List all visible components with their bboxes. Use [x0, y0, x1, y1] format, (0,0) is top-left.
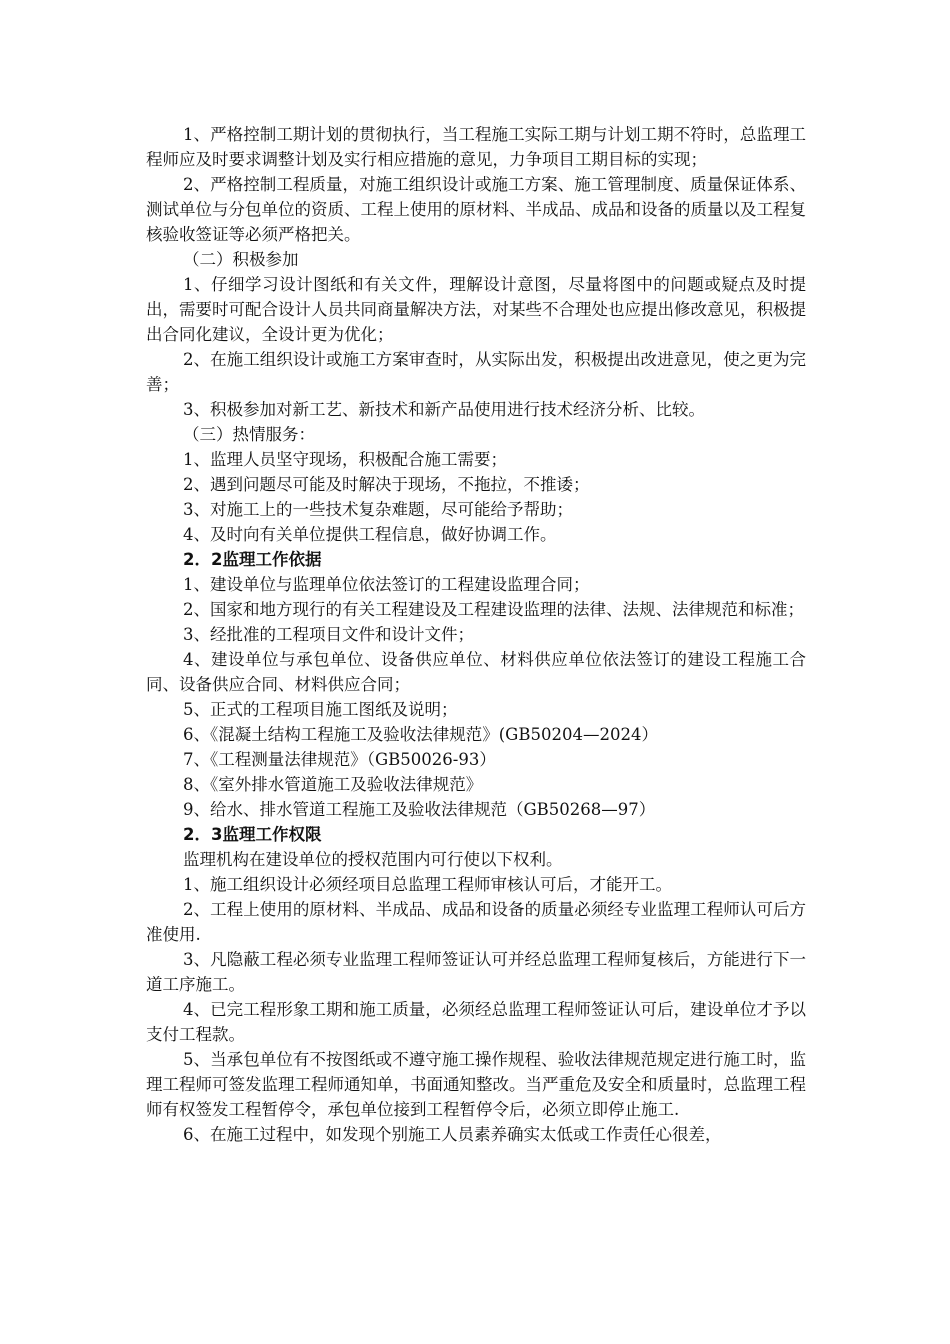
paragraph-authority-concealed-works: 3、凡隐蔽工程必须专业监理工程师签证认可并经总监理工程师复核后，方能进行下一道工序施工。: [146, 950, 806, 994]
paragraph-basis-drawings: 5、正式的工程项目施工图纸及说明；: [183, 700, 458, 719]
subheading-active-participation: （二）积极参加: [183, 250, 299, 269]
paragraph-basis-survey-code: 7、《工程测量法律规范》（GB50026-93）: [183, 750, 496, 769]
paragraph-stay-on-site: 1、监理人员坚守现场，积极配合施工需要；: [183, 450, 507, 469]
paragraph-basis-pipeline-code: 9、给水、排水管道工程施工及验收法律规范（GB50268—97）: [183, 800, 656, 819]
paragraph-new-technology: 3、积极参加对新工艺、新技术和新产品使用进行技术经济分析、比较。: [183, 400, 705, 419]
document-body: [146, 122, 806, 1147]
paragraph-solve-problems: 2、遇到问题尽可能及时解决于现场，不拖拉，不推诿；: [183, 475, 590, 494]
section-heading-authority: 2．3监理工作权限: [183, 825, 322, 844]
paragraph-authority-stop-work: 5、当承包单位有不按图纸或不遵守施工操作规程、验收法律规范规定进行施工时，监理工程师可签发监理工程师通知单，书面通知整改。当严重危及安全和质量时，总监理工程师有权签发工程暂停令，承包单位接到工程暂停令后，必须立即停止施工.: [146, 1050, 806, 1119]
paragraph-authority-materials: 2、工程上使用的原材料、半成品、成品和设备的质量必须经专业监理工程师认可后方准使用.: [146, 900, 806, 944]
paragraph-technical-help: 3、对施工上的一些技术复杂难题，尽可能给予帮助；: [183, 500, 573, 519]
paragraph-basis-concrete-code: 6、《混凝土结构工程施工及验收法律规范》(GB50204—2024）: [183, 725, 658, 744]
subheading-warm-service: （三）热情服务：: [183, 425, 315, 444]
paragraph-basis-laws: 2、国家和地方现行的有关工程建设及工程建设监理的法律、法规、法律规范和标准；: [183, 600, 804, 619]
paragraph-basis-drainage-code: 8、《室外排水管道施工及验收法律规范》: [183, 775, 483, 794]
paragraph-authority-intro: 监理机构在建设单位的授权范围内可行使以下权利。: [183, 850, 563, 869]
paragraph-schedule-control: 1、严格控制工期计划的贯彻执行，当工程施工实际工期与计划工期不符时，总监理工程师应及时要求调整计划及实行相应措施的意见，力争项目工期目标的实现；: [146, 125, 806, 169]
paragraph-quality-control: 2、严格控制工程质量，对施工组织设计或施工方案、施工管理制度、质量保证体系、测试单位与分包单位的资质、工程上使用的原材料、半成品、成品和设备的质量以及工程复核验收签证等必须严格把关。: [146, 175, 806, 244]
paragraph-study-drawings: 1、仔细学习设计图纸和有关文件，理解设计意图，尽量将图中的问题或疑点及时提出，需要时可配合设计人员共同商量解决方法，对某些不合理处也应提出修改意见，积极提出合同化建议，全设计更为优化；: [146, 275, 806, 344]
paragraph-provide-info: 4、及时向有关单位提供工程信息，做好协调工作。: [183, 525, 557, 544]
paragraph-authority-approval: 1、施工组织设计必须经项目总监理工程师审核认可后，才能开工。: [183, 875, 672, 894]
paragraph-review-plan: 2、在施工组织设计或施工方案审查时，从实际出发，积极提出改进意见，使之更为完善；: [146, 350, 806, 394]
paragraph-basis-documents: 3、经批准的工程项目文件和设计文件；: [183, 625, 474, 644]
paragraph-basis-contract: 1、建设单位与监理单位依法签订的工程建设监理合同；: [183, 575, 590, 594]
paragraph-authority-personnel: 6、在施工过程中，如发现个别施工人员素养确实太低或工作责任心很差，: [183, 1125, 722, 1144]
paragraph-basis-construction-contracts: 4、建设单位与承包单位、设备供应单位、材料供应单位依法签订的建设工程施工合同、设备供应合同、材料供应合同；: [146, 650, 806, 694]
section-heading-basis: 2．2监理工作依据: [183, 550, 322, 569]
paragraph-authority-payment: 4、已完工程形象工期和施工质量，必须经总监理工程师签证认可后，建设单位才予以支付工程款。: [146, 1000, 806, 1044]
